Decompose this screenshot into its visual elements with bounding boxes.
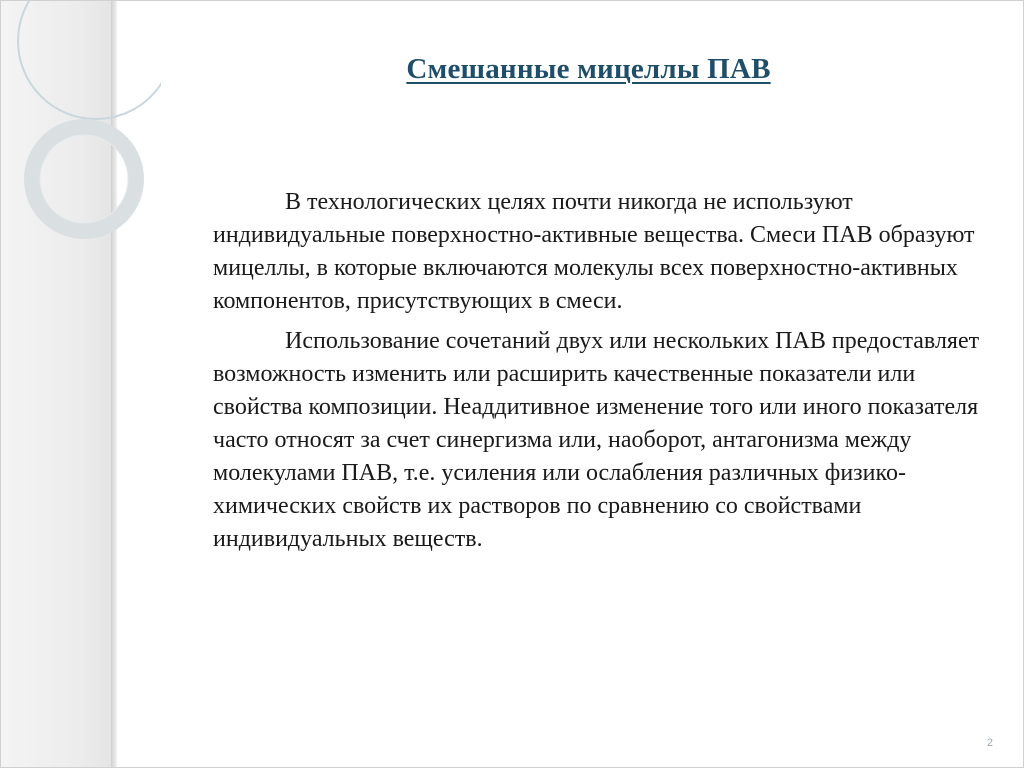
slide-body [213,186,983,556]
decorative-rings [1,1,161,261]
page-number: 2 [986,737,993,749]
slide-title-text: Смешанные мицеллы ПАВ [406,53,771,85]
paragraph-2: Использование сочетаний двух или нескольких ПАВ предоставляет возможность изменить или расширить качественные показатели или свойства композиции. Неаддитивное изменение того или иного показателя часто относят за счет синергизма или, наоборот, антагонизма между молекулами ПАВ, т.е. усиления или ослабления различных физико-химических свойств их растворов по сравнению со свойствами индивидуальных веществ. [213,328,980,552]
slide-title [1,53,1024,86]
paragraph-1: В технологических целях почти никогда не используют индивидуальные поверхностно-активные вещества. Смеси ПАВ образуют мицеллы, в которые включаются молекулы всех поверхностно-активных компонентов, присутствующих в смеси. [213,189,975,314]
thick-ring [32,127,136,231]
thick-ring-inner-edge [40,135,128,223]
